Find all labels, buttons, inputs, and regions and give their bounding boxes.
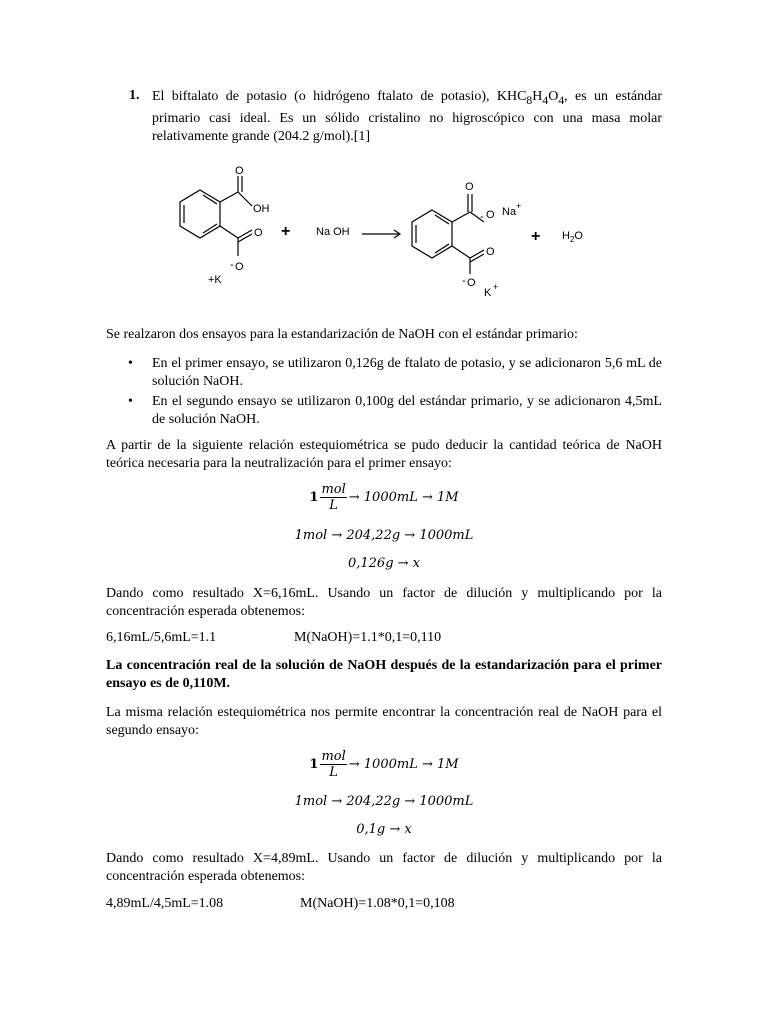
paragraph-result-1: Dando como resultado X=6,16mL. Usando un factor de dilución y multiplicando por la concentración esperada obtenemos: (106, 586, 662, 619)
bullet-dot-1: • (128, 356, 133, 371)
reactant-o-top: O (235, 165, 244, 177)
formula-h: H (532, 89, 543, 104)
eq2-numerator: mol (321, 749, 346, 764)
reactant-o-double: O (254, 227, 263, 239)
product-na-charge: + (516, 201, 522, 211)
calc-2-left: 4,89mL/4,5mL=1.08 (106, 896, 224, 911)
equation-2-line-2: 1mol → 204,22g → 1000mL (294, 794, 474, 809)
water-formula (562, 230, 583, 244)
paragraph-relation-2: La misma relación estequiométrica nos permite encontrar la concentración real de NaOH para el segundo ensayo: (106, 705, 662, 738)
intro-paragraph (152, 88, 662, 146)
product-o-minus: O (467, 277, 476, 289)
intro-text-end: , es un estándar primario casi ideal. Es un sólido cristalino no higroscópico con una masa molar relativamente grande (204.2 g/mol).[1] (152, 89, 662, 144)
eq2-coef: 1 (309, 757, 319, 772)
equation-2-line-1 (0, 749, 768, 780)
reactant-o-minus: O (235, 261, 244, 273)
reaction-scheme (0, 160, 768, 310)
calc-1-right: M(NaOH)=1.1*0,1=0,110 (294, 630, 442, 645)
calc-1-left: 6,16mL/5,6mL=1.1 (106, 630, 217, 645)
paragraph-result-2: Dando como resultado X=4,89mL. Usando un factor de dilución y multiplicando por la concentración esperada obtenemos: (106, 851, 662, 884)
water-h: H (562, 230, 570, 242)
eq1-denominator: L (329, 498, 338, 513)
equation-1-line-1 (0, 482, 768, 513)
bullet-text-1: En el primer ensayo, se utilizaron 0,126g de ftalato de potasio, y se adicionaron 5,6 mL de solución NaOH. (152, 356, 662, 389)
bullet-text-2: En el segundo ensayo se utilizaron 0,100g del estándar primario, y se adicionaron 4,5mL de solución NaOH. (152, 394, 662, 427)
product-minus-top: - (480, 211, 484, 223)
water-sub: 2 (569, 235, 575, 244)
formula-o: O (548, 89, 559, 104)
paragraph-trials: Se realzaron dos ensayos para la estandarización de NaOH con el estándar primario: (106, 327, 578, 342)
conclusion-bold: La concentración real de la solución de NaOH después de la estandarización para el primer ensayo es de 0,110M. (106, 658, 662, 691)
paragraph-relation-1: A partir de la siguiente relación estequiométrica se pudo deducir la cantidad teórica de NaOH teórica necesaria para la neutralización para el primer ensayo: (106, 438, 662, 471)
product-o-double: O (486, 246, 495, 258)
equation-1-line-3: 0,126g → x (347, 556, 421, 571)
naoh-reagent: Na OH (316, 226, 350, 238)
eq2-denominator: L (329, 765, 338, 780)
product-o-top: O (465, 181, 474, 193)
eq1-numerator: mol (321, 482, 346, 497)
water-o: O (574, 230, 583, 242)
product-k-charge: + (493, 282, 499, 292)
equation-1-line-2: 1mol → 204,22g → 1000mL (294, 528, 474, 543)
product-benzene-ring (412, 210, 452, 258)
reactant-oh: OH (253, 203, 270, 215)
product-o-na: O (486, 209, 495, 221)
formula-sub-4a: 4 (542, 93, 549, 107)
intro-text-start: El biftalato de potasio (o hidrógeno ftalato de potasio), KHC (152, 89, 527, 104)
formula-sub-8: 8 (526, 93, 533, 107)
plus-sign-1: + (281, 223, 291, 240)
item-number: 1. (129, 88, 140, 103)
eq1-coef: 1 (309, 490, 319, 505)
eq1-fraction (320, 482, 346, 513)
equation-2-line-3: 0,1g → x (356, 822, 412, 837)
product-minus-bottom: - (462, 275, 466, 287)
formula-sub-4b: 4 (558, 93, 565, 107)
calc-2-right: M(NaOH)=1.08*0,1=0,108 (300, 896, 455, 911)
bullet-item-1 (106, 355, 662, 391)
plus-sign-2: + (531, 228, 541, 245)
reactant-minus: - (230, 259, 234, 271)
bullet-item-2 (106, 393, 662, 429)
product-na: Na (502, 206, 517, 218)
bullet-dot-2: • (128, 394, 133, 409)
product-k: K (484, 287, 492, 299)
reactant-benzene-ring (180, 190, 220, 238)
reactant-k: +K (208, 274, 222, 286)
eq2-rest: → 1000mL → 1M (348, 757, 459, 772)
bullet-list (106, 355, 662, 431)
eq1-rest: → 1000mL → 1M (348, 490, 459, 505)
eq2-fraction (320, 749, 346, 780)
